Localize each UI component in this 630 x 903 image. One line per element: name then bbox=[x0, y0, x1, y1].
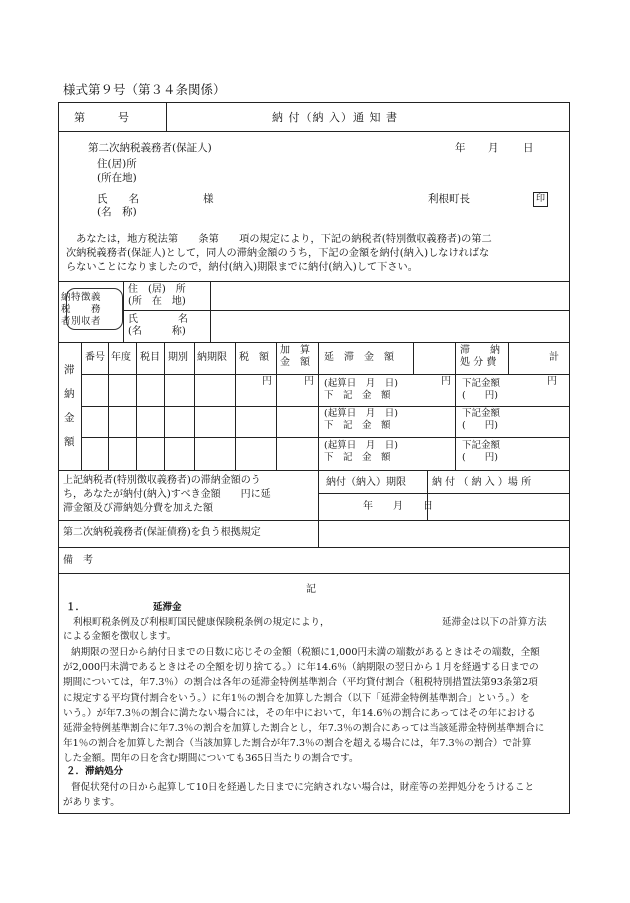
taxpayer-side-label-3: 者別収者 bbox=[61, 316, 102, 327]
secondary-taxpayer-label: 第二次納税義務者(保証人) bbox=[88, 142, 212, 154]
arrears-calc-start-3: (起算日 月 日) bbox=[324, 440, 398, 451]
col-header-additional-tax-1: 加 算 bbox=[280, 345, 310, 356]
payment-place-label: 納 付 （ 納 入 ）場 所 bbox=[432, 477, 532, 488]
col-header-period: 期別 bbox=[168, 352, 188, 363]
col-header-fiscal-year: 年度 bbox=[111, 352, 131, 363]
arrears-side-label-1: 滞 bbox=[64, 364, 75, 376]
taxpayer-address-sublabel: (所 在 地) bbox=[128, 296, 186, 307]
col-header-disposition-fee-2: 処 分 費 bbox=[460, 357, 497, 368]
late-fee-line-1: 納期限の翌日から納付日までの日数に応じその金額（税額に1,000円未満の端数があるときはその端数，全額 bbox=[71, 647, 540, 658]
summary-text-1: 上記納税者(特別徴収義務者)の滞納金額のう bbox=[63, 475, 261, 486]
arrears-side-label-3: 金 bbox=[64, 412, 75, 424]
section-1-number: １． bbox=[66, 602, 86, 613]
date-month: 月 bbox=[488, 142, 499, 154]
taxpayer-name-label: 氏 名 bbox=[128, 314, 188, 325]
total-yen-unit: 円 bbox=[547, 376, 557, 387]
arrears-below-amount-1: 下 記 金 額 bbox=[324, 390, 391, 401]
summary-text-2: ち，あなたが納付(納入)すべき金額 円に延 bbox=[63, 489, 271, 500]
intro-line-3: らないことになりましたので，納付(納入)期限までに納付(納入)して下さい。 bbox=[66, 262, 418, 273]
addressee-name-label: 氏 名 bbox=[97, 193, 139, 205]
late-fee-line-8: した金額。閏年の日を含む期間についても365日当たりの割合です。 bbox=[63, 753, 359, 765]
col-header-tax-amount: 税 額 bbox=[239, 352, 269, 363]
fee-yen-3: ( 円) bbox=[462, 452, 498, 463]
honorific: 様 bbox=[203, 193, 214, 205]
arrears-below-amount-3: 下 記 金 額 bbox=[324, 452, 391, 463]
late-fee-line-6: 延滞金特例基準割合に年7.3％の割合を加算した割合とし，年7.3％の割合にあっては当該延滞金特例基準割合に bbox=[63, 723, 545, 735]
tax-amount-yen-unit: 円 bbox=[262, 376, 272, 387]
col-header-disposition-fee-1: 滞 納 bbox=[460, 345, 500, 356]
fee-below-amount-1: 下記金額 bbox=[462, 378, 501, 389]
notice-number-label: 第 号 bbox=[74, 111, 129, 124]
notes-heading: 記 bbox=[306, 584, 316, 595]
summary-text-3: 滞金額及び滞納処分費を加えた額 bbox=[63, 503, 213, 514]
taxpayer-side-label-1: 納特徴義 bbox=[61, 292, 102, 303]
col-header-due-date: 納期限 bbox=[197, 352, 227, 363]
section-1-title: 延滞金 bbox=[153, 602, 182, 613]
fee-yen-1: ( 円) bbox=[462, 390, 498, 401]
taxpayer-side-label-2: 税 務 bbox=[61, 304, 102, 315]
col-header-arrears: 延 滞 金 額 bbox=[324, 352, 394, 363]
col-header-total: 計 bbox=[549, 352, 559, 363]
payment-deadline-date: 年 月 日 bbox=[363, 501, 433, 512]
disposition-line-1: 督促状発付の日から起算して10日を経過した日までに完納されない場合は，財産等の差押処分をうけること bbox=[71, 782, 535, 793]
late-fee-line-5: いう。）が年7.3％の割合に満たない場合には，その年中において，年14.6％の割合にあってはその年における bbox=[63, 707, 536, 719]
section-2-title: ２．滞納処分 bbox=[66, 766, 124, 777]
addressee-address-label: 住(居)所 bbox=[97, 158, 137, 170]
addressee-name-sublabel: (名 称) bbox=[97, 206, 137, 218]
addressee-address-sublabel: (所在地) bbox=[97, 172, 137, 184]
disposition-line-2: があります。 bbox=[63, 797, 120, 809]
payment-deadline-label: 納付（納入）期限 bbox=[326, 477, 406, 488]
fee-below-amount-3: 下記金額 bbox=[462, 440, 501, 451]
fee-yen-2: ( 円) bbox=[462, 420, 498, 431]
late-fee-line-7: 年1％の割合を加算した割合（当該加算した割合が年7.3％の割合を超える場合には，年7.3％の割合）で計算 bbox=[63, 738, 532, 750]
taxpayer-address-label: 住 (居) 所 bbox=[128, 284, 186, 295]
col-header-additional-tax-2: 金 額 bbox=[280, 357, 310, 368]
remarks-label: 備 考 bbox=[63, 555, 93, 566]
form-title: 様式第９号（第３４条関係） bbox=[63, 82, 226, 97]
late-fee-line-3: 期間については，年7.3％）の割合は各年の延滞金特例基準割合（平均貸付割合（租税特別措置法第93条第2項 bbox=[63, 677, 538, 689]
date-day: 日 bbox=[523, 142, 534, 154]
disposition-notice bbox=[63, 780, 563, 810]
section-1-text-b: 延滞金は以下の計算方法 bbox=[442, 617, 547, 628]
fee-below-amount-2: 下記金額 bbox=[462, 408, 501, 419]
issuer-name: 利根町長 bbox=[428, 193, 470, 205]
col-header-number: 番号 bbox=[85, 352, 105, 363]
arrears-below-amount-2: 下 記 金 額 bbox=[324, 420, 391, 431]
seal-mark: 印 bbox=[533, 192, 548, 207]
intro-line-2: 次納税義務者(保証人)として，同人の滞納金額のうち，下記の金額を納付(納入)しなければな bbox=[66, 248, 490, 259]
late-fee-line-4: に規定する平均貸付割合をいう。）に年1％の割合を加算した割合（以下「延滞金特例基準割合」という。）を bbox=[63, 692, 530, 704]
arrears-side-label-4: 額 bbox=[64, 436, 75, 448]
document-title: 納 付（納 入）通 知 書 bbox=[272, 111, 398, 124]
liability-basis-label: 第二次納税義務者(保証債務)を負う根拠規定 bbox=[63, 527, 261, 538]
date-year: 年 bbox=[455, 142, 466, 154]
intro-line-1: あなたは，地方税法第 条第 項の規定により，下記の納税者(特別徴収義務者)の第二 bbox=[66, 234, 492, 245]
arrears-yen-unit: 円 bbox=[441, 376, 451, 387]
late-fee-calculation bbox=[63, 645, 563, 767]
arrears-calc-start-2: (起算日 月 日) bbox=[324, 408, 398, 419]
section-1-text-c: による金額を徴収します。 bbox=[63, 631, 177, 642]
late-fee-line-2: が2,000円未満であるときはその全額を切り捨てる。）に年14.6％（納期限の翌日から１月を経過する日までの bbox=[63, 662, 539, 674]
arrears-side-label-2: 納 bbox=[64, 388, 75, 400]
taxpayer-name-sublabel: (名 称) bbox=[128, 326, 186, 337]
arrears-calc-start-1: (起算日 月 日) bbox=[324, 378, 398, 389]
section-1-text-a: 利根町税条例及び利根町国民健康保険税条例の規定により， bbox=[73, 617, 330, 628]
col-header-tax-item: 税目 bbox=[140, 352, 160, 363]
additional-tax-yen-unit: 円 bbox=[304, 376, 314, 387]
